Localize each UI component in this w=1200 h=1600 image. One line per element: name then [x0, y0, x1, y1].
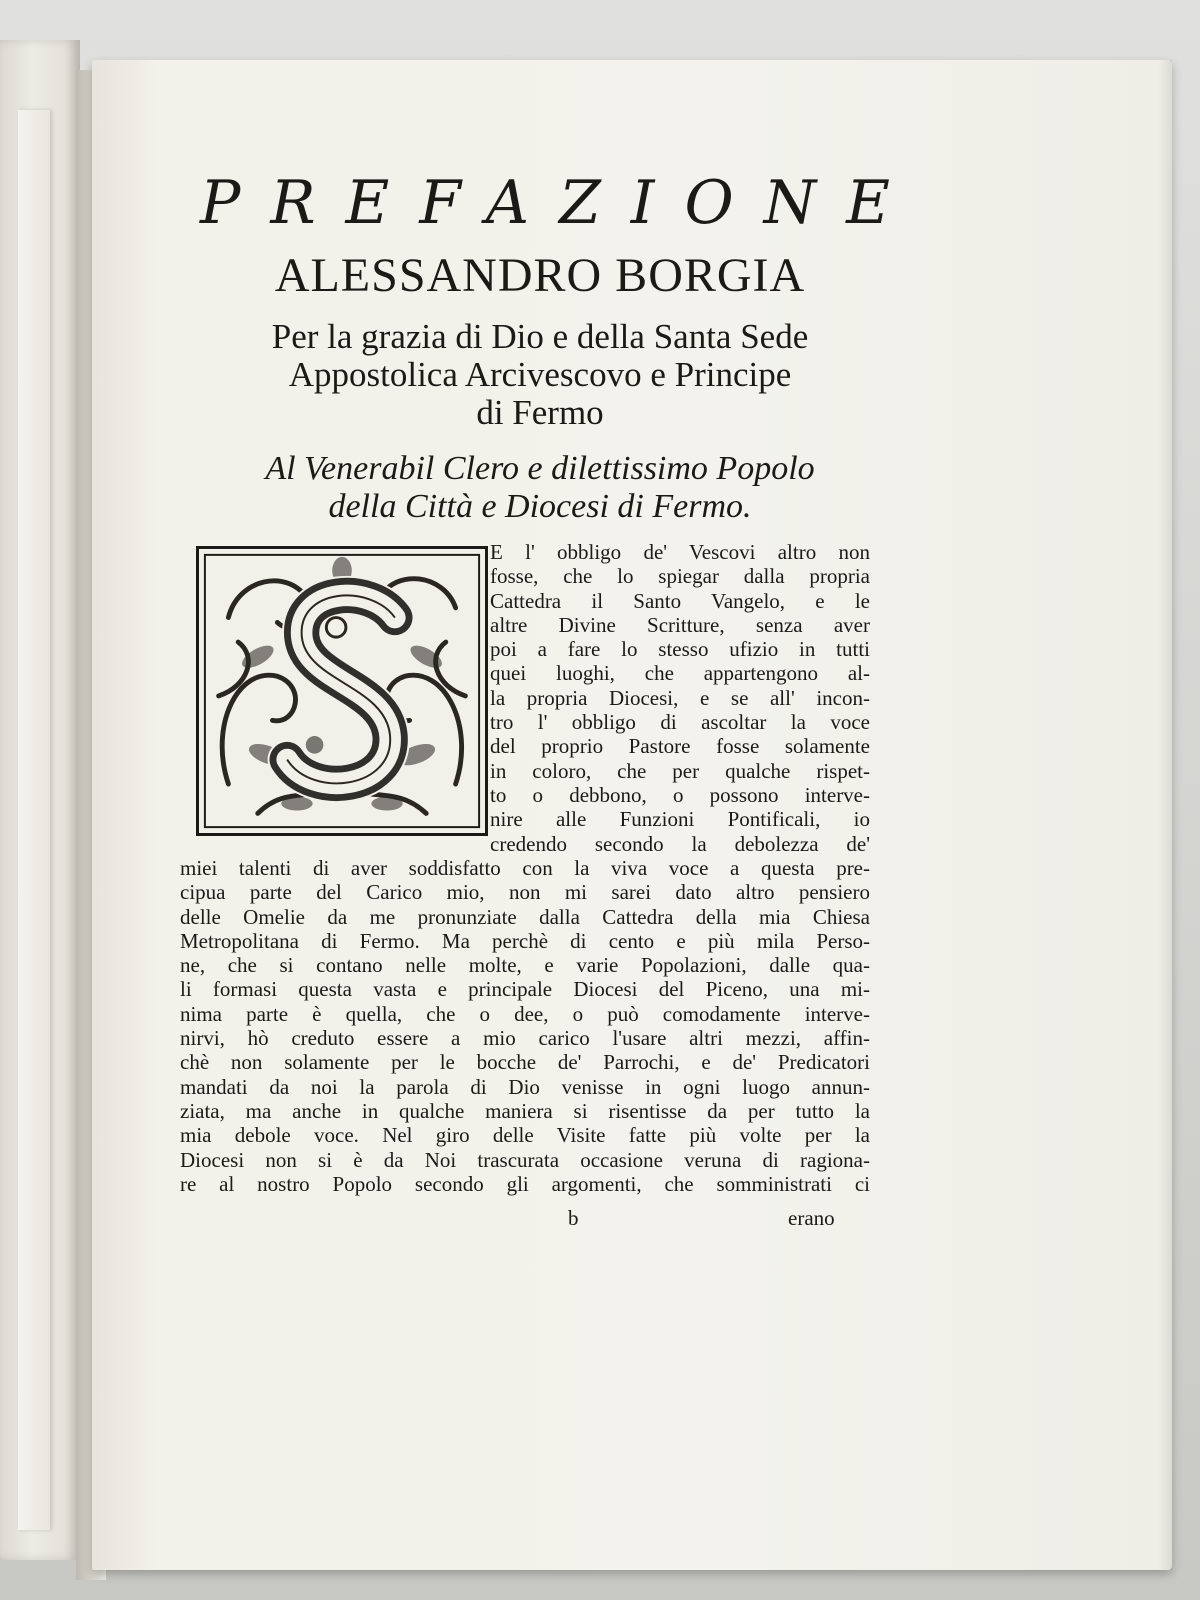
left-page-edge: [0, 40, 80, 1560]
text-line: li formasi questa vasta e principale Diocesi del Piceno, una mi-: [180, 977, 870, 1002]
decorated-initial-woodcut: [196, 546, 488, 836]
text-line: ziata, ma anche in qualche maniera si risentisse da per tutto la: [180, 1098, 870, 1123]
text-line: credendo secondo la debolezza de': [490, 831, 870, 856]
text-line: chè non solamente per le bocche de' Parrochi, e de' Predicatori: [180, 1050, 870, 1075]
page-title: PREFAZIONE: [200, 168, 920, 238]
text-line: Cattedra il Santo Vangelo, e le: [490, 588, 870, 613]
dedication-line: Al Venerabil Clero e dilettissimo Popolo: [265, 450, 815, 487]
dedication: [200, 450, 880, 526]
text-line: miei talenti di aver soddisfatto con la viva voce a questa pre-: [180, 856, 870, 880]
text-line: altre Divine Scritture, senza aver: [490, 612, 870, 637]
text-line: nire alle Funzioni Pontificali, io: [490, 807, 870, 832]
text-line: nima parte è quella, che o dee, o può comodamente interve-: [180, 1001, 870, 1026]
text-line: nirvi, hò creduto essere a mio carico l'usare altri mezzi, affin-: [180, 1026, 870, 1051]
text-line: tro l' obbligo di ascoltar la voce: [490, 710, 870, 735]
text-line: E l' obbligo de' Vescovi altro non: [490, 540, 870, 564]
signature-mark: b: [568, 1206, 579, 1230]
text-line: delle Omelie da me pronunziate dalla Cattedra della mia Chiesa: [180, 904, 870, 929]
body-text-beside-initial: [490, 540, 870, 856]
text-line: del proprio Pastore fosse solamente: [490, 734, 870, 759]
text-line: mia debole voce. Nel giro delle Visite fatte più volte per la: [180, 1123, 870, 1148]
text-line: quei luoghi, che appartengono al-: [490, 661, 870, 686]
text-line: ne, che si contano nelle molte, e varie Popolazioni, dalle qua-: [180, 953, 870, 978]
author-name: ALESSANDRO BORGIA: [274, 249, 806, 302]
text-line: re al nostro Popolo secondo gli argomenti, che somministrati ci: [180, 1171, 870, 1196]
text-line: Diocesi non si è da Noi trascurata occasione veruna di ragiona-: [180, 1147, 870, 1172]
subtitle-line: Per la grazia di Dio e della Santa Sede: [271, 317, 809, 356]
author-subtitle: [190, 318, 890, 432]
woodcut-ornament: [199, 549, 485, 833]
text-line: to o debbono, o possono interve-: [490, 782, 870, 807]
subtitle-line: di Fermo: [476, 393, 604, 432]
dedication-line: della Città e Diocesi di Fermo.: [328, 488, 752, 525]
text-line: cipua parte del Carico mio, non mi sarei dato altro pensiero: [180, 880, 870, 905]
text-line: in coloro, che per qualche rispet-: [490, 758, 870, 783]
text-line: poi a fare lo stesso ufizio in tutti: [490, 637, 870, 662]
body-text-full-width: [180, 856, 870, 1196]
catchword: erano: [788, 1206, 835, 1230]
text-line: fosse, che lo spiegar dalla propria: [490, 564, 870, 589]
text-line: mandati da noi la parola di Dio venisse in ogni luogo annun-: [180, 1074, 870, 1099]
text-line: Metropolitana di Fermo. Ma perchè di cento e più mila Perso-: [180, 928, 870, 953]
text-line: la propria Diocesi, e se all' incon-: [490, 685, 870, 710]
left-page-paper: [18, 110, 50, 1530]
subtitle-line: Appostolica Arcivescovo e Principe: [288, 355, 792, 394]
